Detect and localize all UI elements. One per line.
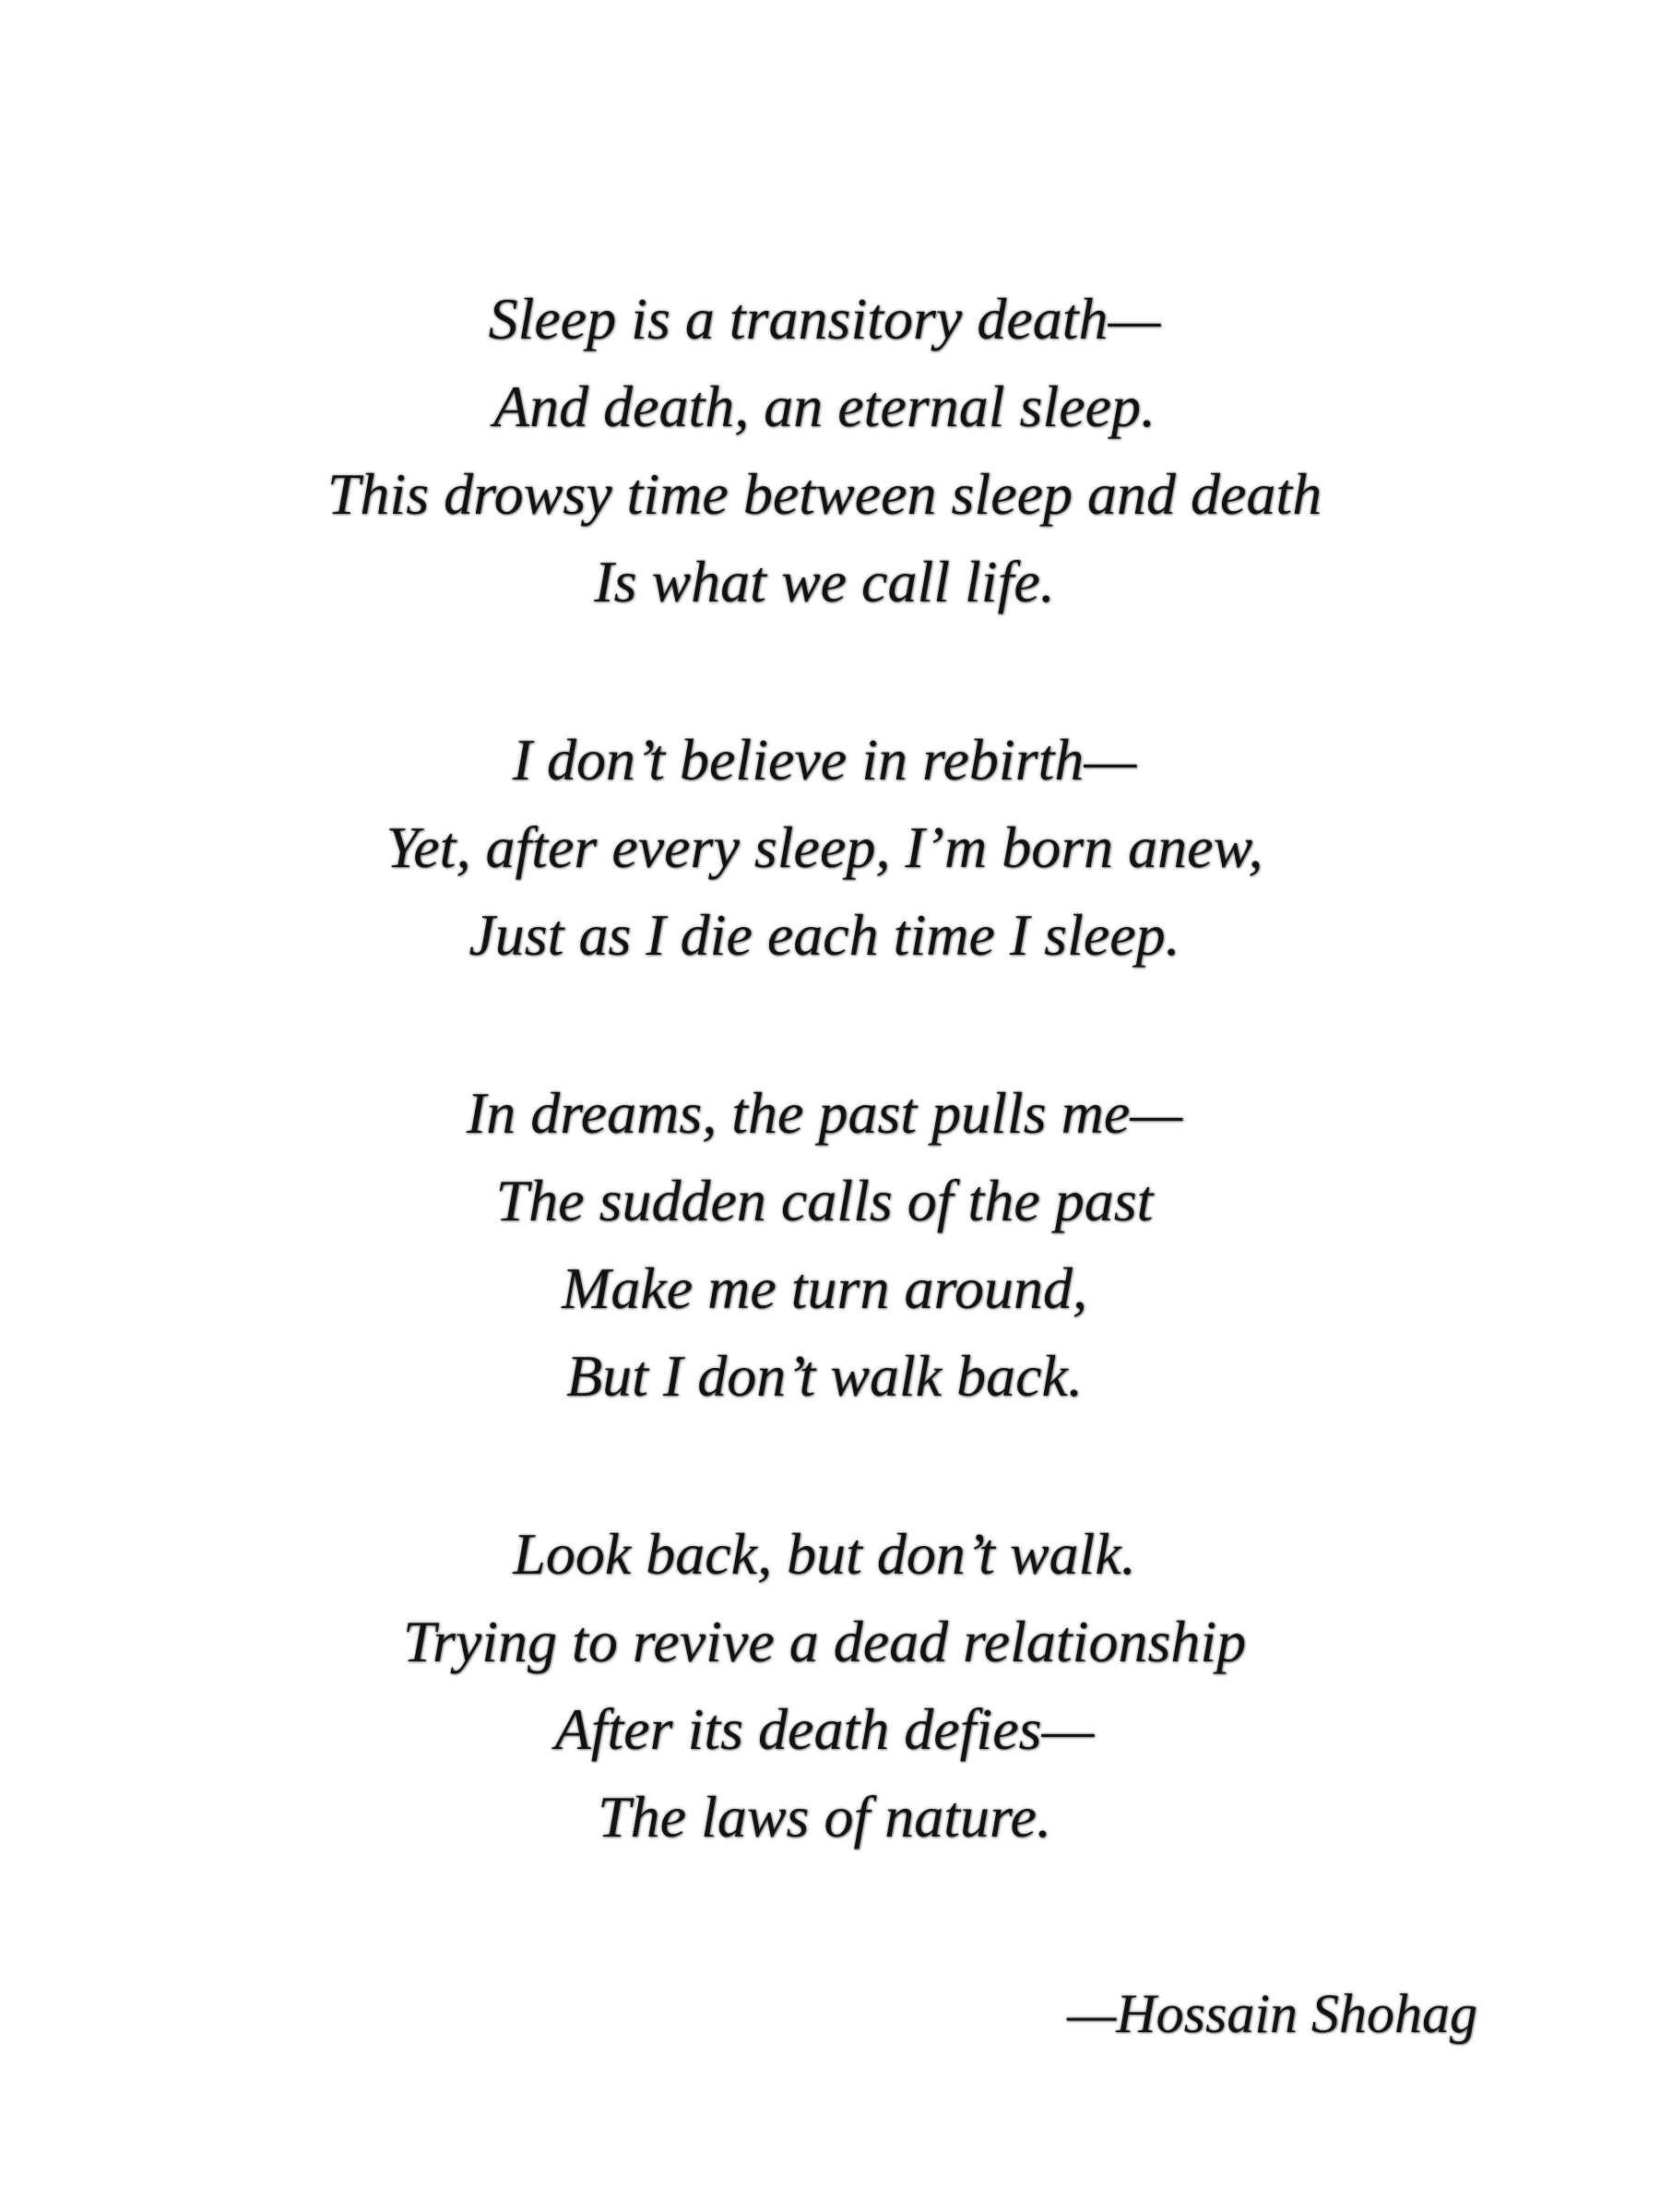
poem-line: Make me turn around, <box>562 1255 1087 1321</box>
poem-line: Sleep is a transitory death— <box>488 286 1161 351</box>
poem-line: In dreams, the past pulls me— <box>466 1080 1183 1146</box>
stanza-3 <box>0 1069 1649 1420</box>
stanza-4 <box>0 1510 1649 1861</box>
poem-body <box>0 275 1649 1861</box>
stanza-1 <box>0 275 1649 625</box>
poem-line: Trying to revive a dead relationship <box>402 1609 1247 1674</box>
poem-line: After its death defies— <box>554 1696 1095 1762</box>
poem-line: Look back, but don’t walk. <box>513 1521 1136 1587</box>
poem-line: This drowsy time between sleep and death <box>326 461 1322 527</box>
author-signature: —Hossain Shohag <box>1066 1983 1477 2044</box>
poem-line: But I don’t walk back. <box>566 1343 1083 1409</box>
poem-line: The laws of nature. <box>598 1784 1051 1849</box>
poem-line: The sudden calls of the past <box>495 1168 1154 1233</box>
stanza-2 <box>0 716 1649 979</box>
poem-line: Yet, after every sleep, I’m born anew, <box>385 815 1263 880</box>
poem-line: I don’t believe in rebirth— <box>512 727 1137 792</box>
poem-line: Is what we call life. <box>594 549 1055 614</box>
poem-line: Just as I die each time I sleep. <box>468 902 1180 968</box>
poem-line: And death, an eternal sleep. <box>492 374 1156 439</box>
